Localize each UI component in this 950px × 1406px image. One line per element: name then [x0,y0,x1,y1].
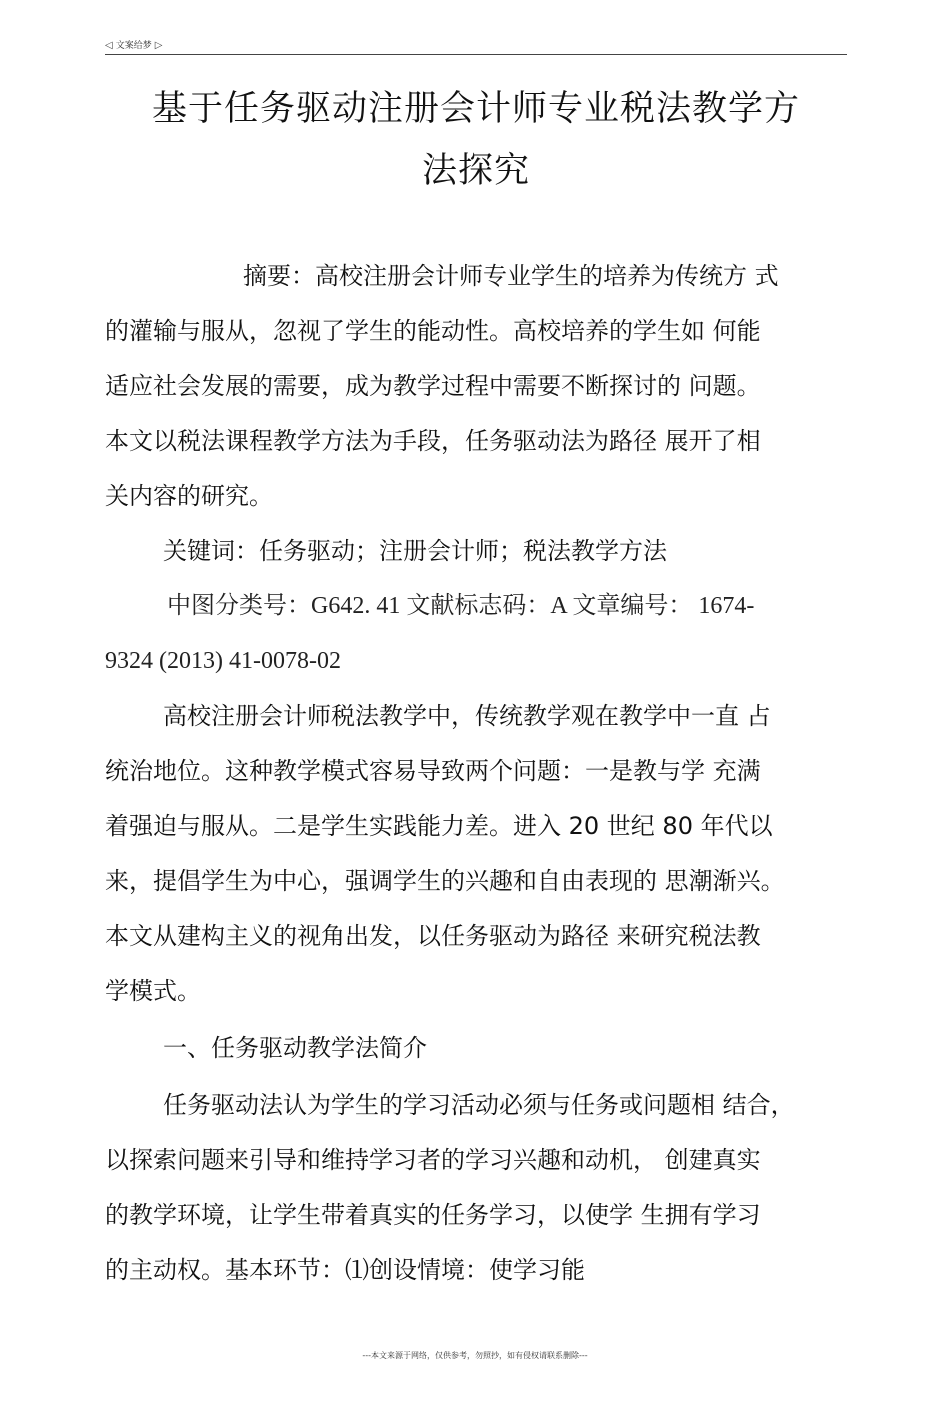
section-heading: 一、任务驱动教学法简介 [163,1034,427,1062]
document-title [105,78,847,202]
paragraph-line: 的教学环境，让学生带着真实的任务学习，以使学 生拥有学习 [105,1201,761,1229]
paragraph-line: 的主动权。基本环节：⑴创设情境：使学习能 [105,1256,585,1284]
paragraph-line: 统治地位。这种教学模式容易导致两个问题：一是教与学 充满 [105,757,761,785]
classification-line: 9324 (2013) 41-0078-02 [105,648,341,674]
page-header [105,38,847,55]
paragraph-line: 学模式。 [105,977,201,1005]
abstract-line: 本文以税法课程教学方法为手段，任务驱动法为路径 展开了相 [105,427,761,455]
paragraph-line: 以探索问题来引导和维持学习者的学习兴趣和动机， 创建真实 [105,1146,761,1174]
title-line-1: 基于任务驱动注册会计师专业税法教学方 [151,89,800,129]
abstract-line: 的灌输与服从，忽视了学生的能动性。高校培养的学生如 何能 [105,317,761,345]
abstract-line: 关内容的研究。 [105,482,273,510]
classification-line: 中图分类号：G642. 41 文献标志码：A 文章编号： 1674- [167,593,755,619]
paragraph-line: 着强迫与服从。二是学生实践能力差。进入 20 世纪 80 年代以 [105,812,773,840]
paragraph-line: 来，提倡学生为中心，强调学生的兴趣和自由表现的 思潮渐兴。 [105,867,785,895]
paragraph-line: 任务驱动法认为学生的学习活动必须与任务或问题相 结合， [163,1091,795,1119]
keywords-line: 关键词：任务驱动；注册会计师；税法教学方法 [163,537,667,565]
abstract-line: 适应社会发展的需要，成为教学过程中需要不断探讨的 问题。 [105,372,761,400]
page-footer: ---本文来源于网络，仅供参考，勿照抄，如有侵权请联系删除--- [362,1351,588,1360]
abstract-line: 摘要：高校注册会计师专业学生的培养为传统方 式 [243,262,779,290]
paragraph-line: 本文从建构主义的视角出发，以任务驱动为路径 来研究税法教 [105,922,761,950]
header-site-name: 文案给梦 [115,41,152,51]
right-triangle-icon: ▷ [154,40,163,51]
left-triangle-icon: ◁ [105,40,113,51]
paragraph-line: 高校注册会计师税法教学中，传统教学观在教学中一直 占 [163,702,771,730]
title-line-2: 法探究 [421,151,530,191]
